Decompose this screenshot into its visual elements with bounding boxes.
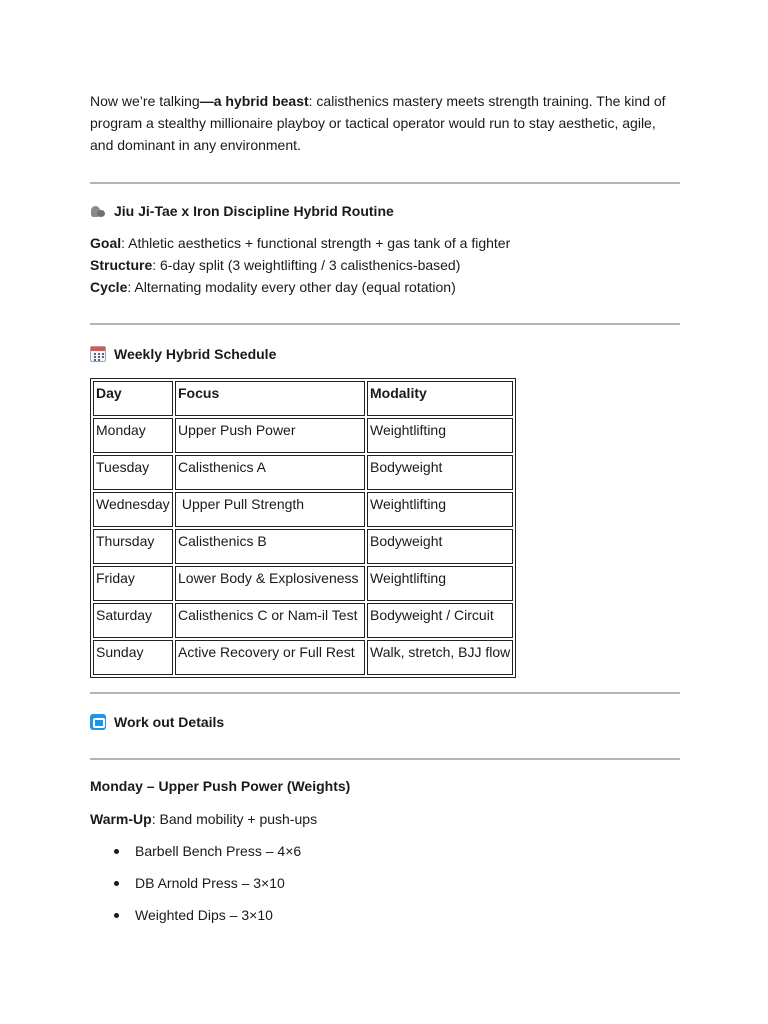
cell-day: Friday xyxy=(93,566,173,601)
cell-day: Saturday xyxy=(93,603,173,638)
cell-day: Thursday xyxy=(93,529,173,564)
document-page xyxy=(90,90,680,936)
cell-day: Wednesday xyxy=(93,492,173,527)
monday-title: Monday – Upper Push Power (Weights) xyxy=(90,778,351,794)
cell-focus: Active Recovery or Full Rest xyxy=(175,640,365,675)
intro-bold: —a hybrid beast xyxy=(199,93,309,109)
cell-focus: Upper Pull Strength xyxy=(175,492,365,527)
cell-modality: Bodyweight xyxy=(367,455,513,490)
calendar-icon xyxy=(90,346,106,362)
list-item xyxy=(90,840,680,872)
routine-title: Jiu Ji-Tae x Iron Discipline Hybrid Routine xyxy=(114,203,394,219)
routine-heading xyxy=(90,200,680,222)
exercise-list xyxy=(90,840,680,936)
intro-paragraph xyxy=(90,90,680,156)
divider xyxy=(90,692,680,694)
repeat-icon xyxy=(90,714,106,730)
schedule-table xyxy=(90,378,516,678)
table-row xyxy=(93,603,513,638)
cycle-line xyxy=(90,276,680,298)
warmup-label: Warm-Up xyxy=(90,811,152,827)
cell-day: Monday xyxy=(93,418,173,453)
divider xyxy=(90,182,680,184)
structure-line xyxy=(90,254,680,276)
header-cell-modality: Modality xyxy=(367,381,513,416)
divider xyxy=(90,323,680,325)
divider xyxy=(90,758,680,760)
warmup-line xyxy=(90,808,680,830)
cell-modality: Bodyweight / Circuit xyxy=(367,603,513,638)
structure-text: : 6-day split (3 weightlifting / 3 calisthenics-based) xyxy=(152,257,461,273)
details-heading xyxy=(90,711,680,733)
flexed-arm-icon xyxy=(90,203,106,219)
cell-focus: Calisthenics C or Nam-il Test xyxy=(175,603,365,638)
cycle-label: Cycle xyxy=(90,279,128,295)
schedule-title: Weekly Hybrid Schedule xyxy=(114,346,277,362)
header-cell-focus: Focus xyxy=(175,381,365,416)
bullet-icon xyxy=(114,849,119,854)
warmup-text: : Band mobility + push-ups xyxy=(151,811,318,827)
table-header-row xyxy=(93,381,513,416)
goal-text: : Athletic aesthetics + functional strength + gas tank of a fighter xyxy=(121,235,511,251)
table-row xyxy=(93,455,513,490)
intro-lead: Now we’re talking xyxy=(90,93,200,109)
cell-focus: Calisthenics B xyxy=(175,529,365,564)
cell-modality: Bodyweight xyxy=(367,529,513,564)
cell-focus: Calisthenics A xyxy=(175,455,365,490)
cell-focus: Lower Body & Explosiveness xyxy=(175,566,365,601)
intro-rest: : calisthenics mastery meets strength training. The kind of program a stealthy millionaire playboy or tactical operator would run to stay aesthetic, agile, and dominant in any environment. xyxy=(90,93,666,153)
list-item xyxy=(90,904,680,936)
cycle-text: : Alternating modality every other day (equal rotation) xyxy=(127,279,456,295)
structure-label: Structure xyxy=(90,257,153,273)
details-title: Work out Details xyxy=(114,714,225,730)
cell-modality: Weightlifting xyxy=(367,492,513,527)
table-row xyxy=(93,566,513,601)
cell-day: Tuesday xyxy=(93,455,173,490)
goal-label: Goal xyxy=(90,235,122,251)
table-row xyxy=(93,640,513,675)
header-cell-day: Day xyxy=(93,381,173,416)
schedule-heading xyxy=(90,343,680,365)
bullet-icon xyxy=(114,913,119,918)
exercise-text: Weighted Dips – 3×10 xyxy=(135,907,273,923)
exercise-text: DB Arnold Press – 3×10 xyxy=(135,875,285,891)
cell-modality: Walk, stretch, BJJ flow xyxy=(367,640,513,675)
goal-line xyxy=(90,232,680,254)
bullet-icon xyxy=(114,881,119,886)
table-row xyxy=(93,529,513,564)
cell-focus: Upper Push Power xyxy=(175,418,365,453)
table-row xyxy=(93,418,513,453)
cell-day: Sunday xyxy=(93,640,173,675)
routine-summary xyxy=(90,232,680,298)
cell-modality: Weightlifting xyxy=(367,566,513,601)
exercise-text: Barbell Bench Press – 4×6 xyxy=(135,843,302,859)
list-item xyxy=(90,872,680,904)
table-row xyxy=(93,492,513,527)
cell-modality: Weightlifting xyxy=(367,418,513,453)
